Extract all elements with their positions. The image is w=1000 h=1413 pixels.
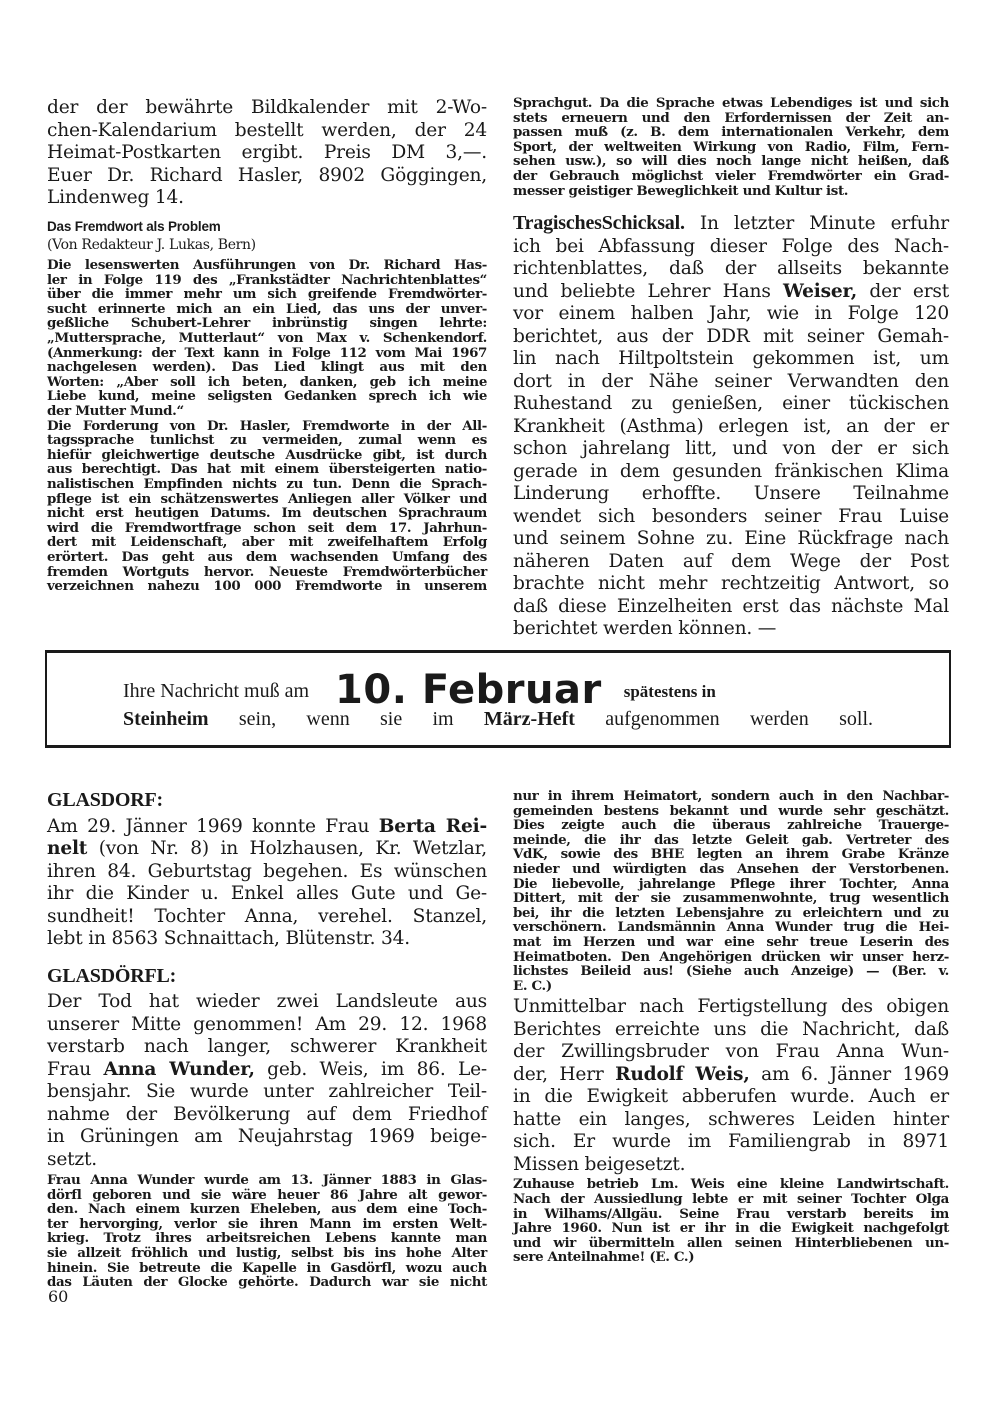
person-name: Berta Rei- [378,815,487,837]
notice-line-1 [123,667,716,713]
text-line: der Gebrauch möglichst vieler Fremdwörter ein Grad- [513,167,949,184]
text-line: tagssprache tunlichst zu vermeiden, zumal wenn es [47,432,487,449]
text-line: messer geistiger Beweglichkeit und Kultur ist. [513,182,849,199]
tragic-fate-article [513,212,949,641]
text-line: den. Nach einem kurzen Eheleben, aus dem eine Toch- [47,1201,487,1218]
text-line: daß diese Einzelheiten erst das nächste Mal [513,595,949,617]
text-line [513,281,949,304]
text-line: brachte nicht mehr rechtzeitig Antwort, so [513,573,949,595]
text-line: chen-Kalendarium bestellt werden, der 24 [47,119,487,141]
right-bottom-column [513,789,949,1265]
text-line: Worten: „Aber soll ich beten, danken, geb ich meine [47,373,487,390]
text-line: setzt. [47,1148,97,1170]
text-line: gemeinden bestens bekannt und wurde sehr geschätzt. [513,802,949,819]
text-line: gerade in dem gesunden fränkischen Klima [513,460,949,482]
text-fragment: aufgenommen werden soll. [605,708,873,730]
text-fragment: Frau [47,1058,104,1080]
text-line: dörfl geboren und sie wäre heuer 86 Jahre alt gewor- [47,1186,487,1203]
text-fragment: der, Herr [513,1063,616,1085]
text-fragment: am 6. Jänner 1969 [749,1063,949,1085]
text-line: dort in der Nähe seiner Verwandten den [513,370,949,392]
text-line: der der bewährte Bildkalender mit 2-Wo- [47,97,487,118]
tragic-fate-kicker: TragischesSchicksal. [513,212,685,235]
glasdoerfl-article [47,991,487,1171]
text-line: Heimatboten. Den Angehörigen drücken wir unser herz- [513,948,949,965]
glasdorf-article [47,816,487,951]
text-line: pflege ist ein schätzenswertes Anliegen aller Völker und [47,490,487,507]
text-line: Zuhause betrieb Lm. Weis eine kleine Landwirtschaft. [513,1176,949,1193]
text-line: vor einem halben Jahr, wie in Folge 120 [513,303,949,325]
glasdoerfl-heading: GLASDÖRFL: [47,964,177,987]
text-line: VdK, sowie des BHE legten an ihrem Grabe Kränze [513,846,949,863]
text-line: geßliche Schubert-Lehrer inbrünstig singen lehrte: [47,315,487,332]
issue-name: März-Heft [483,708,575,730]
text-line: Liebe kund, meine seligsten Gedanken sprech ich wie [47,388,487,405]
right-top-column [513,96,949,641]
article-byline: (Von Redakteur J. Lukas, Bern) [47,236,256,253]
text-line: unserer Mitte genommen! Am 29. 12. 1968 [47,1013,487,1035]
text-fragment: (von Nr. 8) in Holzhausen, Kr. Wetzlar, [87,838,487,859]
text-line: Die lesenswerten Ausführungen von Dr. Richard Has- [47,257,487,274]
text-fragment: und beliebte Lehrer Hans [513,280,783,302]
text-fragment: Ihre Nachricht muß am [123,680,310,702]
text-line: ter hervorging, verlor sie ihren Mann im ersten Welt- [47,1215,487,1232]
left-bottom-column [47,789,487,1290]
text-fragment: In letzter Minute erfuhr [699,213,949,235]
text-line: ihr die Kinder u. Enkel alles Gute und Ge- [47,883,487,904]
text-line: Dittert, mit der sie zusammenwohnte, trug wesentlich [513,890,949,907]
text-line: Euer Dr. Richard Hasler, 8902 Göggingen, [47,164,487,186]
text-line: lin nach Hiltpoltstein gekommen ist, um [513,348,949,370]
text-line: ihren 84. Geburtstag begehen. Es wünschen [47,860,487,882]
text-line: lichstes Beileid aus! (Siehe auch Anzeige) — (Ber. v. [513,963,949,980]
place-name: Steinheim [123,708,209,730]
text-line: sich. Er wurde im Familiengrab in 8971 [513,1131,949,1153]
text-line: nicht erst heutigen Datums. Im deutschen Sprachraum [47,505,487,522]
text-line: (Anmerkung: der Text kann in Folge 112 vom Mai 1967 [47,344,487,361]
text-line: Missen beigesetzt. [513,1153,686,1175]
deadline-notice-box [45,650,951,748]
text-line: dert mit Leidenschaft, aber mit zweifelhaftem Erfolg [47,534,487,551]
person-name: Weiser, [783,280,858,302]
page-number: 60 [48,1287,69,1306]
text-line: Jahre 1960. Nun ist er ihr in die Ewigkeit nachgefolgt [513,1220,949,1237]
left-top-column [47,97,487,594]
text-line: aus berechtigt. Das hat mit einem übersteigerten natio- [47,461,487,478]
person-name: nelt [47,838,88,859]
text-line: Sprachgut. Da die Sprache etwas Lebendiges ist und sich [513,95,949,111]
text-line: Linderung erhoffte. Unsere Teilnahme [513,483,949,505]
text-line: sie allzeit fröhlich und lustig, selbst bis ins hohe Alter [47,1244,487,1261]
text-line: Nach der Aussiedlung lebte er mit seiner Tochter Olga [513,1190,949,1207]
text-fragment: geb. Weis, im 86. Le- [254,1058,488,1080]
text-line: der Zwillingsbruder von Frau Anna Wun- [513,1041,949,1063]
text-line: mat im Herzen und war eine sehr treue Leserin des [513,933,949,950]
calendar-intro [47,97,487,210]
text-line: Die liebevolle, jahrelange Pflege ihrer Tochter, Anna [513,875,949,892]
text-fragment: sein, wenn sie im [238,708,454,730]
text-line: in Wilhams/Allgäu. Seine Frau verstarb bereits im [513,1205,949,1222]
text-line [47,1059,487,1082]
text-line: bensjahr. Sie wurde unter zahlreicher Teil- [47,1081,487,1102]
text-line: Dies zeigte auch die überaus zahlreiche Trauerge- [513,817,949,834]
text-line: sehen usw.), so will dies noch lange nicht heißen, daß [513,153,949,170]
text-line: Die Forderung von Dr. Hasler, Fremdworte in der All- [47,417,487,434]
anna-wunder-obituary-continuation [513,789,949,993]
text-line: Der Tod hat wieder zwei Landsleute aus [47,991,487,1012]
text-line: schon jahrelang litt, und von der er sich [513,438,949,460]
text-line: erörtert. Das geht aus dem wachsenden Umfang des [47,548,487,565]
glasdorf-heading: GLASDORF: [47,789,163,811]
text-line: Krankheit (Asthma) erlegen ist, an der er [513,415,949,437]
text-line: lebt in 8563 Schnaittach, Blütenstr. 34. [47,928,410,949]
text-line: Heimat-Postkarten ergibt. Preis DM 3,—. [47,142,487,163]
text-line: hiefür gleichwertige deutsche Ausdrücke gibt, ist durch [47,446,487,463]
text-line: wird die Fremdwortfrage schon seit dem 17. Jahrhun- [47,519,487,536]
deadline-date: 10. Februar [335,667,602,713]
text-line: krieg. Trotz ihres arbeitsreichen Lebens kannte man [47,1230,487,1247]
text-line [47,838,487,861]
text-line: verstarb nach langer, schwerer Krankheit [47,1036,487,1057]
text-line: nur in ihrem Heimatort, sondern auch in den Nachbar- [513,788,949,804]
text-line: sucht erinnerte mich an ein Lied, das uns der unver- [47,300,487,317]
text-line: berichtet, aus der DDR mit seiner Gemah- [513,325,949,347]
text-line: richtenblattes, daß der allseits bekannte [513,258,949,280]
text-line: der Mutter Mund.“ [47,403,184,420]
text-line: über die immer mehr um sich greifende Fremdwörter- [47,286,487,303]
article-title: Das Fremdwort als Problem [47,218,221,234]
text-line: E. C.) [513,977,552,994]
text-line: berichtet werden können. — [513,618,777,640]
text-line: meinde, die ihr das letzte Geleit gab. Vertreter des [513,831,949,848]
text-line: nahme der Bevölkerung auf dem Friedhof [47,1103,487,1125]
text-line: verschönern. Landsmännin Anna Wunder trug die Hei- [513,919,949,936]
text-line: „Muttersprache, Mutterlaut“ von Max v. Schenkendorf. [47,330,487,347]
text-line: in Grüningen am Neujahrstag 1969 beige- [47,1126,487,1147]
text-line: hinein. Sie betreute die Kapelle in Gasdörfl, wozu auch [47,1259,487,1276]
text-line: ich bei Abfassung dieser Folge des Nach- [513,235,949,257]
text-line: verzeichnen nahezu 100 000 Fremdworte in unserem [47,578,487,595]
text-fragment: spätestens in [623,682,716,701]
text-line: Ruhestand zu genießen, einer tückischen [513,393,949,415]
rudolf-weis-article [513,996,949,1176]
text-line: das Läuten der Glocke gehörte. Dadurch war sie nicht [47,1274,487,1291]
text-line: sere Anteilnahme! (E. C.) [513,1249,695,1266]
text-line: Berichtes erreichte uns die Nachricht, daß [513,1018,949,1040]
text-line: fremden Wortguts hervor. Neueste Fremdwörterbücher [47,563,487,580]
text-line: hatte ein langes, schweres Leiden hinter [513,1108,949,1130]
text-fragment: Am 29. Jänner 1969 konnte Frau [47,815,379,837]
text-line: ler in Folge 119 des „Frankstädter Nachrichtenblattes“ [47,271,487,288]
text-line: und wir übermitteln allen seinen Hinterbliebenen un- [513,1234,949,1251]
text-line: näheren Daten auf dem Wege der Post [513,550,949,572]
anna-wunder-obituary [47,1173,487,1290]
text-line: Unmittelbar nach Fertigstellung des obigen [513,996,949,1018]
text-line: nieder und würdigten das Ansehen der Verstorbenen. [513,860,949,877]
text-fragment: der erst [857,280,949,302]
person-name: Rudolf Weis, [615,1063,750,1085]
rudolf-weis-details [513,1177,949,1265]
text-line: Frau Anna Wunder wurde am 13. Jänner 1883 in Glas- [47,1172,487,1188]
text-line: nachgelesen werden). Das Lied klingt aus mit den [47,359,487,376]
text-line: nalistischen Empfinden nichts zu tun. Denn die Sprach- [47,476,487,492]
text-line: und seinem Sohne zu. Eine Rückfrage nach [513,528,949,550]
text-line: stets erneuern und den Erfordernissen der Zeit an- [513,109,949,126]
text-line: wendet sich besonders seiner Frau Luise [513,505,949,527]
text-line [47,816,487,839]
text-line: in die Ewigkeit abberufen wurde. Auch er [513,1086,949,1108]
text-line: Sport, der weltweiten Wirkung von Radio, Film, Fern- [513,138,949,155]
text-line [513,212,949,236]
text-line: bei, ihr die letzten Lebensjahre zu erleichtern und zu [513,904,949,921]
notice-line-2 [123,708,873,731]
fremdwort-article-continuation [513,96,949,198]
text-line: Lindenweg 14. [47,187,184,208]
text-line: passen muß (z. B. dem internationalen Verkehr, dem [513,124,949,141]
person-name: Anna Wunder, [103,1058,255,1080]
text-line: sundheit! Tochter Anna, verehel. Stanzel, [47,905,487,927]
fremdwort-article-body [47,258,487,594]
text-line [513,1064,949,1087]
